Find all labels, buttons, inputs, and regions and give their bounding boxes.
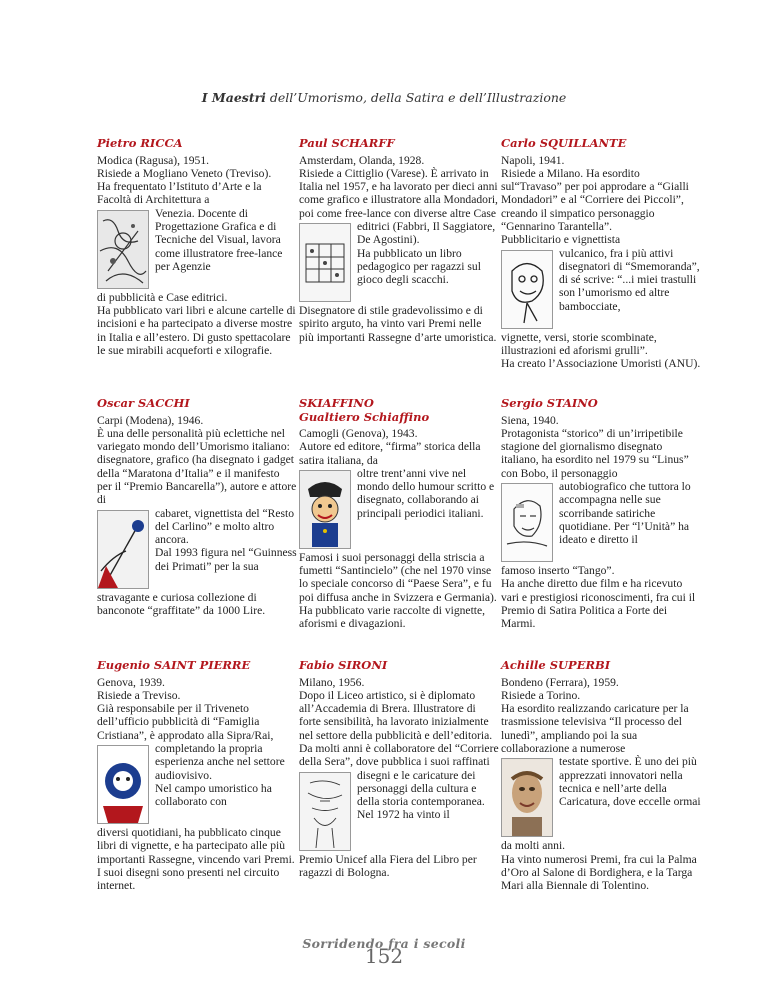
bio-wrap: Venezia. Docente di Progettazione Grafica e di Tecniche del Visual, lavora come illustratore free-lance per Agenzie <box>155 206 283 273</box>
artist-bio <box>97 154 297 358</box>
artist-name: Sergio STAINO <box>501 396 598 410</box>
board-game-drawing-icon <box>299 223 351 302</box>
artist-bio <box>501 414 701 631</box>
page-footer <box>0 936 768 968</box>
artist-name: Paul SCHARFF <box>299 136 395 150</box>
bio-intro: Napoli, 1941. Risiede a Milano. Ha esordito sul“Travaso” per poi approdare a “Gialli Mondadori” e al “Corriere dei Piccoli”, creando il simpatico personaggio “Gennarino Tarantella”. Pubblicitario e vignettista <box>501 153 689 247</box>
running-header <box>0 90 768 105</box>
artist-name: Eugenio SAINT PIERRE <box>97 658 251 672</box>
bio-outro: vignette, versi, storie scombinate, illustrazioni ed aforismi grulli”. Ha creato l’Associazione Umoristi (ANU). <box>501 330 701 371</box>
bio-intro: Carpi (Modena), 1946. È una delle personalità più eclettiche nel variegato mondo dell’Umorismo italiano: disegnatore, grafico (ha disegnato i gadget della “Maratona d’Italia” e il manifesto per il “Premio Bancarella”), autore e attore di <box>97 413 297 507</box>
artist-name: Fabio SIRONI <box>299 658 388 672</box>
bio-intro: Siena, 1940. Protagonista “storico” di un’irripetibile stagione del giornalismo disegnato italiano, ha esordito nel 1979 su “Linus” con Bobo, il personaggio <box>501 413 689 480</box>
header-rest: dell’Umorismo, della Satira e dell’Illustrazione <box>265 90 567 105</box>
bio-wrap: oltre trent’anni vive nel mondo dello humour scritto e disegnato, collaborando ai principali periodici italiani. <box>357 466 495 520</box>
bio-wrap: completando la propria esperienza anche nel settore audiovisivo. Nel campo umoristico ha collaborato con <box>155 741 285 809</box>
artist-entry <box>97 659 297 892</box>
artist-bio <box>97 414 297 618</box>
bio-outro: diversi quotidiani, ha pubblicato cinque libri di vignette, e ha partecipato alle più importanti Rassegne, vincendo vari Premi. I suoi disegni sono presenti nel circuito internet. <box>97 825 295 893</box>
bio-outro: da molti anni. Ha vinto numerosi Premi, fra cui la Palma d’Oro al Salone di Bordighera, e la Targa Mari alla Biennale di Tolentino. <box>501 839 697 893</box>
artist-entry <box>97 137 297 357</box>
bio-outro: di pubblicità e Case editrici. Ha pubblicato vari libri e alcune cartelle di incisioni e ha partecipato a diverse mostre in Italia e all’estero. Di gusto spettacolare le sue mirabili acqueforti e xilografie. <box>97 290 296 357</box>
artist-bio <box>299 676 499 880</box>
artist-bio <box>299 427 499 631</box>
etching-illustration-icon <box>97 210 149 289</box>
artist-entry <box>299 397 499 631</box>
bio-wrap: autobiografico che tuttora lo accompagna nelle sue scorribande satiriche quotidiane. Per “l’Unità” ha ideato e diretto il <box>559 479 691 547</box>
footer-brand-logo: Sorridendo fra i secoli <box>302 936 466 951</box>
artist-entry <box>97 397 297 617</box>
bio-outro: Premio Unicef alla Fiera del Libro per ragazzi di Bologna. <box>299 852 477 879</box>
bio-outro: famoso inserto “Tango”. Ha anche diretto due film e ha ricevuto vari e prestigiosi riconoscimenti, fra cui il Premio di Satira Politica a Forte dei Marmi. <box>501 563 696 631</box>
artist-bio <box>299 154 499 344</box>
colored-cartoon-icon <box>97 745 149 824</box>
bio-wrap: cabaret, vignettista del “Resto del Carlino” e molto altro ancora. Dal 1993 figura nel “Guinness dei Primati” per la sua <box>155 506 297 573</box>
artist-bio <box>97 676 297 893</box>
artist-name: Achille SUPERBI <box>501 658 611 672</box>
header-bold: I Maestri <box>201 90 266 105</box>
artist-name: Oscar SACCHI <box>97 396 190 410</box>
caricature-portrait-icon <box>501 758 553 837</box>
bio-wrap: testate sportive. È uno dei più apprezzati innovatori nella tecnica e nell’arte della Caricatura, dove eccelle ormai <box>559 755 701 809</box>
bio-wrap: disegni e le caricature dei personaggi della cultura e della storia contemporanea. Nel 1972 ha vinto il <box>357 768 485 822</box>
bio-wrap: editrici (Fabbri, Il Saggiatore, De Agostini). Ha pubblicato un libro pedagogico per ragazzi sul gioco degli scacchi. <box>357 219 496 287</box>
cartoon-figure-icon <box>501 250 553 329</box>
bio-intro: Bondeno (Ferrara), 1959. Risiede a Torino. Ha esordito realizzando caricature per la trasmissione televisiva “Il processo del lunedì”, ampliando poi la sua collaborazione a numerose <box>501 675 689 755</box>
artist-name: SKIAFFINO Gualtiero Schiaffino <box>299 396 430 424</box>
bio-outro: Disegnatore di stile gradevolissimo e di spirito arguto, ha vinto vari Premi nelle più importanti Rassegne d’arte umoristica. <box>299 303 497 344</box>
artist-name: Pietro RICCA <box>97 136 183 150</box>
bio-outro: stravagante e curiosa collezione di banconote “graffitate” da 1000 Lire. <box>97 590 266 617</box>
bio-intro: Genova, 1939. Risiede a Treviso. Già responsabile per il Triveneto dell’ufficio pubblicità di “Famiglia Cristiana”, è approdato alla Sipra/Rai, <box>97 675 274 742</box>
artist-entry <box>501 137 701 370</box>
artist-bio <box>501 154 701 371</box>
artist-entry <box>299 137 499 344</box>
bobo-sketch-icon <box>501 483 553 562</box>
page-number: 152 <box>364 944 404 968</box>
bio-wrap: vulcanico, fra i più attivi disegnatori di “Smemoranda”, di sé scrive: “...i miei trastulli son l’umorismo ed altre bambocciate, <box>559 246 700 313</box>
bio-intro: Amsterdam, Olanda, 1928. Risiede a Cittiglio (Varese). È arrivato in Italia nel 1957, e ha lavorato per dieci anni come grafico e illustratore alla Mondadori, poi come free-lance con diverse altre Case <box>299 153 498 220</box>
ink-portrait-icon <box>299 772 351 851</box>
artist-entry <box>299 659 499 879</box>
caricature-soldier-icon <box>299 470 351 549</box>
bio-intro: Milano, 1956. Dopo il Liceo artistico, si è diplomato all’Accademia di Brera. Illustratore di forte sensibilità, ha lavorato inizialmente nel settore della pubblicità e dell’editoria. Da molti anni è collaboratore del “Corriere della Sera”, dove pubblica i suoi raffinati <box>299 675 499 769</box>
artist-name: Carlo SQUILLANTE <box>501 136 627 150</box>
bio-intro: Modica (Ragusa), 1951. Risiede a Mogliano Veneto (Treviso). Ha frequentato l’Istituto d’Arte e la Facoltà di Architettura a <box>97 153 272 207</box>
artist-entry <box>501 397 701 630</box>
artist-bio <box>501 676 701 893</box>
bio-intro: Camogli (Genova), 1943. Autore ed editore, “firma” storica della satira italiana, da <box>299 427 481 467</box>
artist-entry <box>501 659 701 892</box>
pencil-drawing-icon <box>97 510 149 589</box>
bio-outro: Famosi i suoi personaggi della striscia a fumetti “Santincielo” (che nel 1970 vinse lo speciale concorso di “Paese Sera”, e fu poi diffusa anche in Svizzera e Germania). Ha pubblicato varie raccolte di vignette, aforismi e divagazioni. <box>299 550 497 631</box>
